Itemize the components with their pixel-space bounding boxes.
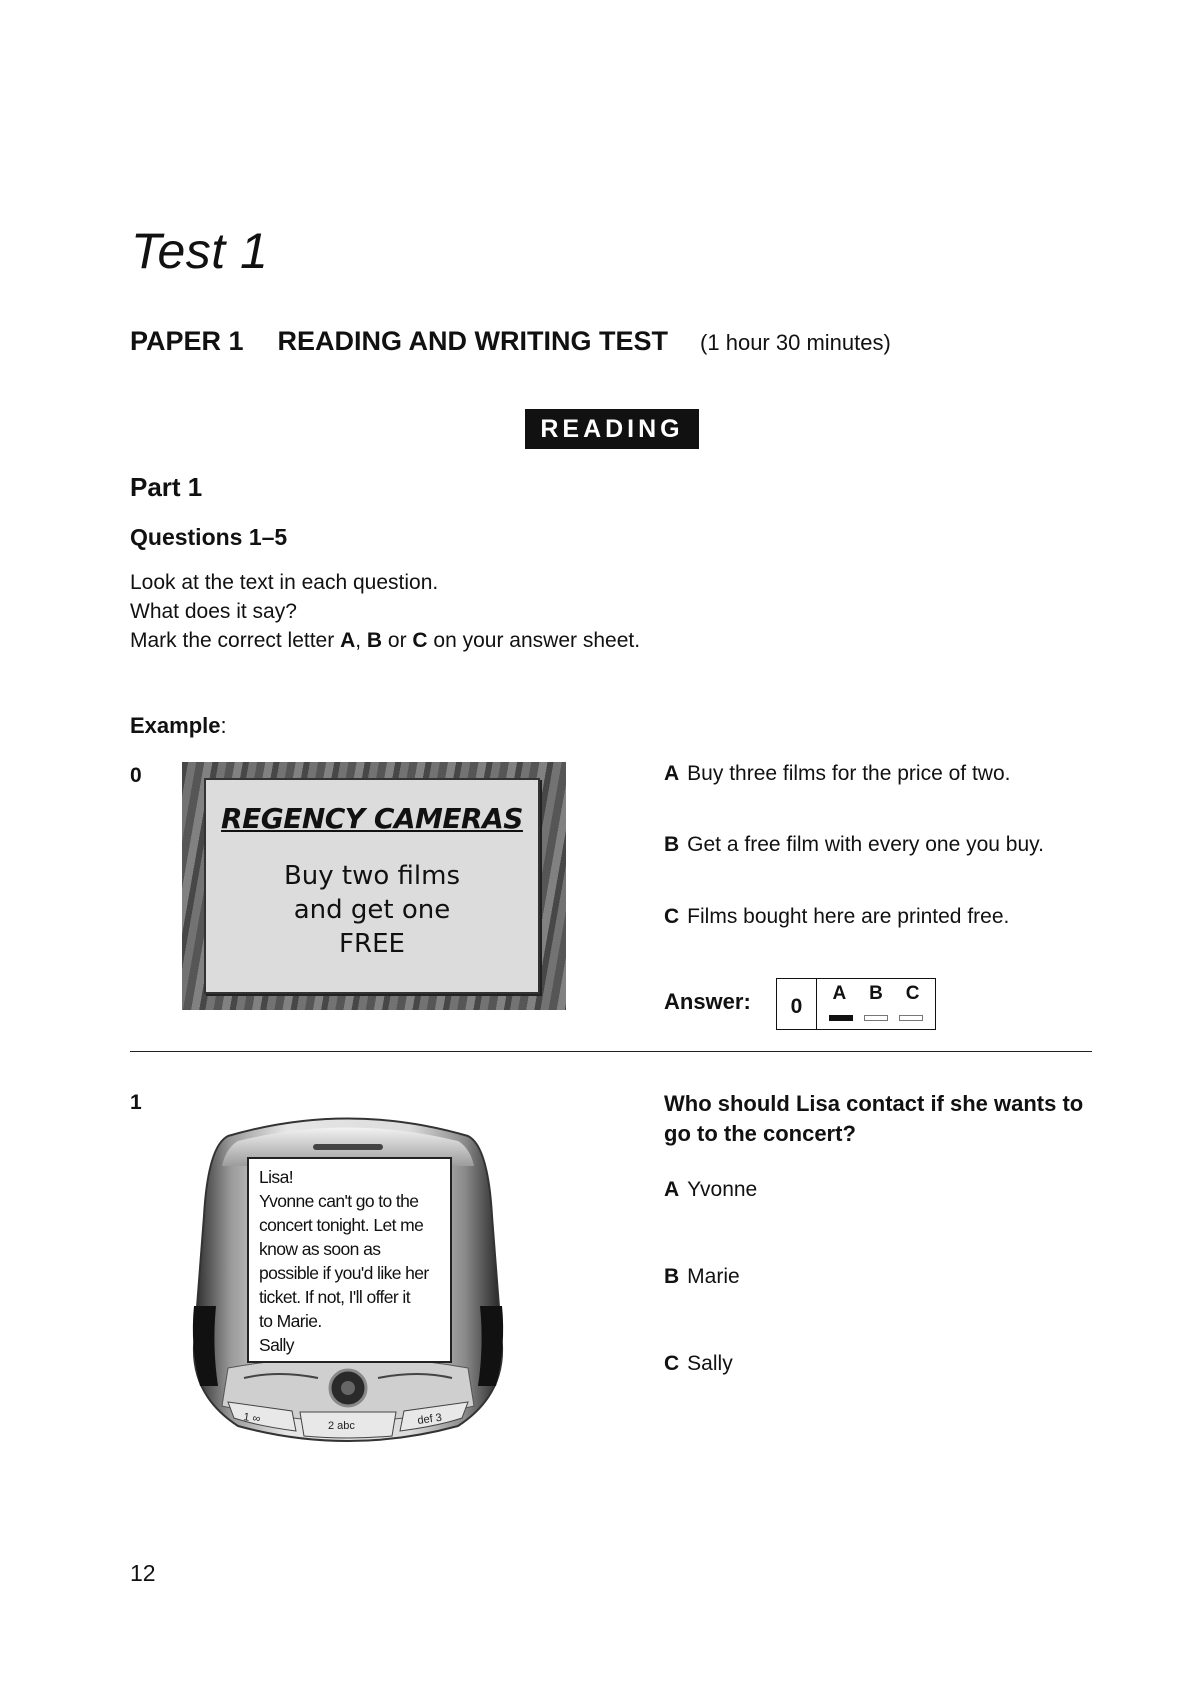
paper-heading [130,326,891,357]
question-option-a: A Yvonne [664,1178,758,1201]
sign-offer: Buy two films and get one FREE [283,861,461,959]
part-heading: Part 1 [130,472,203,502]
question-option-c: C Sally [664,1352,733,1375]
example-number: 0 [130,764,142,787]
example-option-c: C Films bought here are printed free. [664,905,1010,928]
answer-grid [776,978,936,1030]
instructions [130,568,640,655]
example-label: Example: [130,713,227,738]
phone-key-2: 2 abc [328,1420,355,1432]
test-title: Test 1 [131,223,269,279]
sign-brand: REGENCY CAMERAS [221,802,523,835]
section-divider [130,1051,1092,1052]
sign-plate [204,778,540,994]
paper-name: READING AND WRITING TEST [277,326,669,356]
paper-number: PAPER 1 [130,326,244,356]
questions-heading: Questions 1–5 [130,524,288,550]
page-number: 12 [130,1560,156,1586]
answer-mark-b [864,1015,888,1021]
answer-mark-c [899,1015,923,1021]
instruction-line: What does it say? [130,600,297,623]
phone-key-3: def 3 [416,1411,443,1427]
text-message: Lisa! Yvonne can't go to the concert tonight. Let me know as soon as possible if you'd like her ticket. If not, I'll offer it to Marie. Sally [247,1157,452,1363]
answer-number: 0 [777,979,817,1029]
question-number: 1 [130,1091,142,1114]
answer-label: Answer: [664,989,751,1014]
paper-duration: (1 hour 30 minutes) [700,330,891,355]
answer-mark-a [829,1015,853,1021]
phone-key-1: 1 ∞ [242,1411,262,1426]
section-banner: READING [525,409,699,449]
example-option-b: B Get a free film with every one you buy. [664,833,1044,856]
question-prompt: Who should Lisa contact if she wants to go to the concert? [664,1091,1084,1146]
question-option-b: B Marie [664,1265,740,1288]
instruction-line: Mark the correct letter A, B or C on your answer sheet. [130,629,641,652]
answer-letter-c: C [905,983,920,1004]
instruction-line: Look at the text in each question. [130,571,439,594]
shop-sign-image [182,762,566,1010]
answer-letter-a: A [832,983,847,1004]
example-option-a: A Buy three films for the price of two. [664,762,1011,785]
answer-letter-b: B [869,983,883,1004]
